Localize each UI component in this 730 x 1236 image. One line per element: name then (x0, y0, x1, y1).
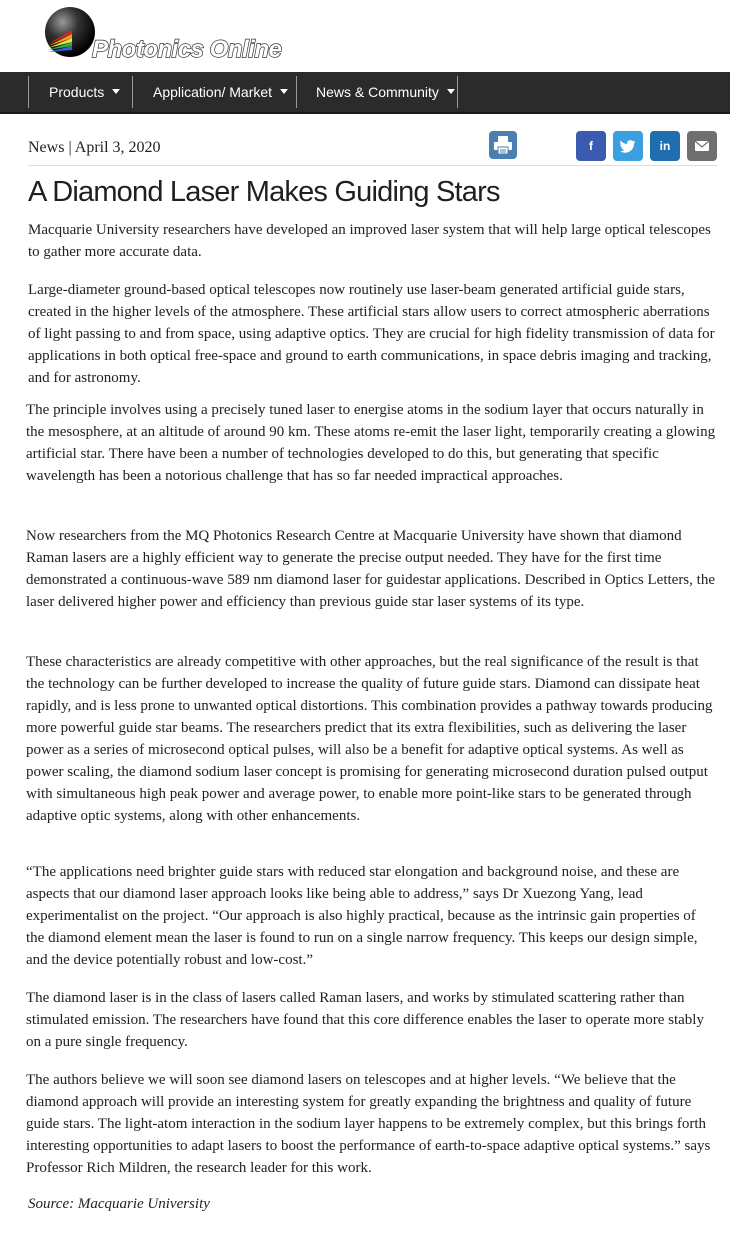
share-twitter-button[interactable] (613, 131, 643, 161)
site-logo[interactable] (42, 6, 282, 64)
nav-divider (296, 76, 297, 108)
nav-item-label: Products (49, 84, 105, 100)
printer-icon (489, 131, 517, 159)
nav-item-news-community[interactable] (316, 72, 455, 112)
nav-divider (28, 76, 29, 108)
share-linkedin-button[interactable] (650, 131, 680, 161)
logo-text: Photonics Online (92, 36, 282, 63)
email-icon (687, 131, 717, 161)
nav-divider (132, 76, 133, 108)
print-button[interactable] (489, 131, 517, 159)
article-title: A Diamond Laser Makes Guiding Stars (28, 176, 500, 208)
nav-item-products[interactable] (49, 72, 120, 112)
article-paragraph: Large-diameter ground-based optical telescopes now routinely use laser-beam generated artificial guide stars, created in the higher levels of the atmosphere. These artificial stars allow users to correct atmospheric aberrations of light passing to and from space, using adaptive optics. They are crucial for high fidelity transmission of data for applications in both optical free-space and ground to earth communications, in space debris imaging and tracking, and for astronomy. (28, 282, 715, 386)
caret-down-icon (280, 89, 288, 94)
article-paragraph: The authors believe we will soon see diamond lasers on telescopes and at higher levels. “We believe that the diamond approach will provide an interesting system for greatly expanding the brightness and quality of future guide stars. The light-atom interaction in the sodium layer happens to be extremely complex, but this brings forth interesting opportunities to adapt lasers to boost the performance of earth-to-space adaptive optical systems.” says Professor Rich Mildren, the research leader for this work. (26, 1072, 711, 1176)
facebook-icon: f (589, 139, 593, 153)
article-meta (28, 139, 161, 157)
share-email-button[interactable] (687, 131, 717, 161)
article-section[interactable]: News (28, 139, 65, 156)
linkedin-icon: in (659, 139, 671, 153)
article-date: April 3, 2020 (74, 139, 161, 156)
article-paragraph: The principle involves using a precisely tuned laser to energise atoms in the sodium layer that occurs naturally in the mesosphere, at an altitude of around 90 km. These atoms re-emit the laser light, temporarily creating a glowing artificial star. There have been a number of technologies developed to do this, but generating that specific wavelength has been a notorious challenge that has so far needed impractical approaches. (26, 402, 716, 484)
article-paragraph: These characteristics are already competitive with other approaches, but the real significance of the result is that the technology can be further developed to increase the quality of future guide stars. Diamond can dissipate heat rapidly, and is less prone to unwanted optical distortions. This combination provides a pathway towards producing more powerful guide star beams. The researchers predict that its extra flexibilities, such as delivering the laser power as a series of microsecond optical pulses, will also be a benefit for adaptive optical systems. As well as power scaling, the diamond sodium laser concept is promising for generating microsecond duration pulsed output with simultaneous high peak power and average power, to enable more point-like stars to be generated through adaptive optic systems, along with other enhancements. (26, 654, 713, 824)
nav-divider (457, 76, 458, 108)
nav-item-label: News & Community (316, 84, 439, 100)
article-paragraph: Macquarie University researchers have developed an improved laser system that will help large optical telescopes to gather more accurate data. (28, 222, 711, 260)
caret-down-icon (112, 89, 120, 94)
article-paragraph: “The applications need brighter guide stars with reduced star elongation and background noise, and these are aspects that our diamond laser approach looks like being able to address,” says Dr Xuezong Yang, lead experimentalist on the project. “Our approach is also highly practical, because as the intrinsic gain properties of the diamond element mean the laser is found to run on a single narrow frequency. This keeps our design simple, and the device potentially robust and low-cost.” (26, 864, 698, 968)
nav-item-application-market[interactable] (153, 72, 288, 112)
caret-down-icon (447, 89, 455, 94)
article-paragraph: Now researchers from the MQ Photonics Research Centre at Macquarie University have shown that diamond Raman lasers are a highly efficient way to generate the precise output needed. They have for the first time demonstrated a continuous-wave 589 nm diamond laser for guidestar applications. Described in Optics Letters, the laser delivered higher power and efficiency than previous guide star laser systems of its type. (26, 528, 715, 610)
twitter-icon (613, 131, 643, 161)
share-facebook-button[interactable] (576, 131, 606, 161)
article-source: Source: Macquarie University (28, 1196, 210, 1212)
main-navbar (0, 72, 730, 114)
nav-item-label: Application/ Market (153, 84, 273, 100)
header-divider (28, 165, 718, 166)
meta-separator: | (68, 139, 72, 156)
article-paragraph: The diamond laser is in the class of lasers called Raman lasers, and works by stimulated scattering rather than stimulated emission. The researchers have found that this core difference enables the laser to operate more stably on a pure single frequency. (26, 990, 704, 1050)
